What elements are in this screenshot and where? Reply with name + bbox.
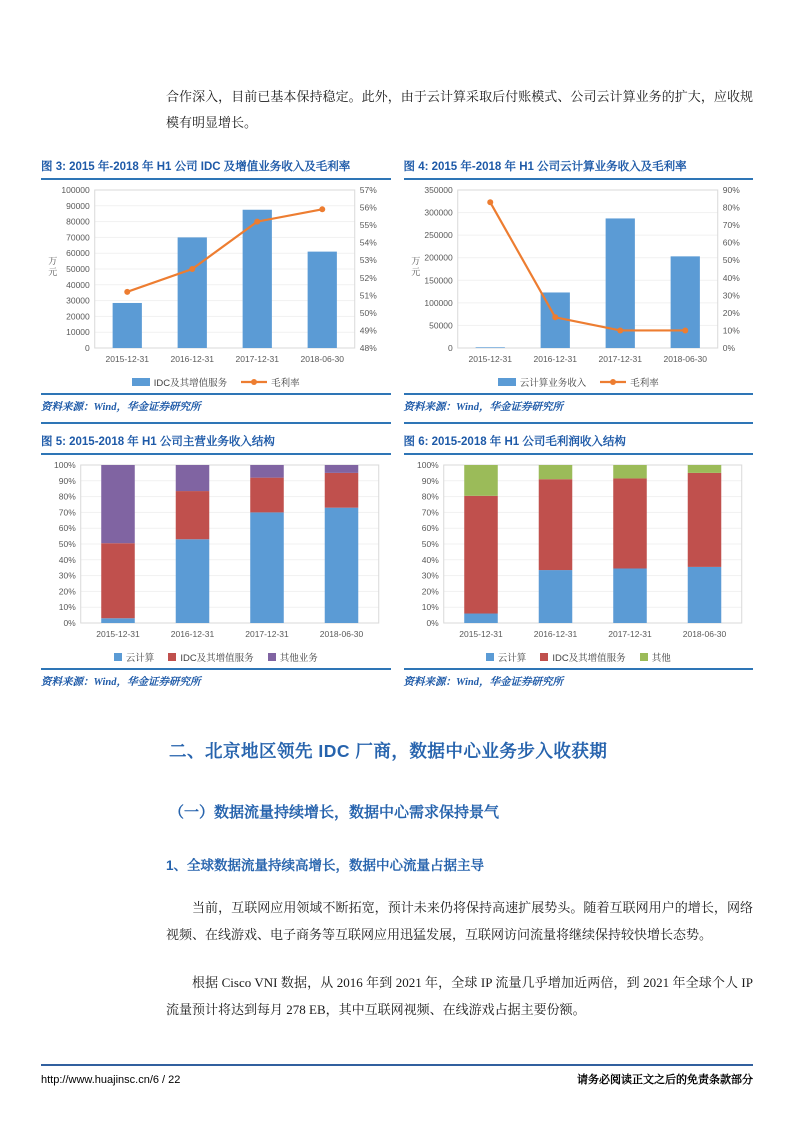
intro-paragraph: 合作深入，目前已基本保持稳定。此外，由于云计算采取后付账模式、公司云计算业务的扩大，应收规模有明显增长。 bbox=[166, 89, 753, 130]
svg-text:2018-06-30: 2018-06-30 bbox=[663, 354, 707, 364]
legend-label: 其他 bbox=[651, 652, 671, 664]
svg-text:2017-12-31: 2017-12-31 bbox=[245, 629, 289, 639]
chart-legend bbox=[404, 374, 754, 389]
svg-text:10%: 10% bbox=[722, 325, 740, 336]
svg-text:60000: 60000 bbox=[66, 248, 90, 259]
figure-6-block bbox=[404, 431, 754, 694]
svg-text:2016-12-31: 2016-12-31 bbox=[533, 629, 577, 639]
chart-legend bbox=[404, 649, 754, 664]
svg-text:50000: 50000 bbox=[66, 264, 90, 274]
square-swatch-icon bbox=[540, 653, 548, 661]
line-swatch-icon bbox=[241, 377, 267, 387]
legend-label: 其他业务 bbox=[279, 652, 318, 664]
subsubsection-heading: 1、全球数据流量持续高增长，数据中心流量占据主导 bbox=[166, 858, 485, 873]
gross-profit-structure-chart bbox=[404, 457, 754, 649]
svg-text:2018-06-30: 2018-06-30 bbox=[319, 629, 364, 639]
bar-swatch-icon bbox=[132, 378, 150, 386]
svg-text:30000: 30000 bbox=[66, 295, 90, 306]
svg-text:100%: 100% bbox=[416, 460, 439, 470]
svg-text:2016-12-31: 2016-12-31 bbox=[170, 354, 214, 364]
svg-text:51%: 51% bbox=[359, 290, 377, 301]
svg-text:2018-06-30: 2018-06-30 bbox=[682, 629, 726, 639]
square-swatch-icon bbox=[114, 653, 122, 661]
page-footer bbox=[41, 1064, 753, 1087]
svg-text:350000: 350000 bbox=[423, 185, 453, 195]
legend-item bbox=[486, 650, 527, 664]
svg-text:100000: 100000 bbox=[423, 297, 453, 308]
figure-4-title: 图 4: 2015 年-2018 年 H1 公司云计算业务收入及毛利率 bbox=[404, 156, 754, 180]
svg-text:60%: 60% bbox=[421, 523, 439, 534]
svg-text:2017-12-31: 2017-12-31 bbox=[598, 354, 642, 364]
legend-label: IDC及其增值服务 bbox=[552, 652, 626, 664]
svg-text:90000: 90000 bbox=[66, 200, 90, 211]
svg-text:0%: 0% bbox=[425, 618, 439, 628]
legend-item bbox=[600, 375, 659, 389]
svg-text:0%: 0% bbox=[722, 343, 735, 353]
svg-text:80%: 80% bbox=[421, 491, 439, 502]
svg-text:万: 万 bbox=[48, 256, 58, 266]
figure-grid bbox=[41, 156, 753, 694]
revenue-structure-chart bbox=[41, 457, 391, 649]
svg-text:70%: 70% bbox=[421, 507, 439, 518]
figure-3-block bbox=[41, 156, 391, 424]
svg-text:80%: 80% bbox=[722, 202, 740, 213]
legend-item bbox=[498, 375, 587, 389]
svg-text:0: 0 bbox=[85, 343, 90, 353]
svg-text:2015-12-31: 2015-12-31 bbox=[468, 354, 512, 364]
cloud-revenue-margin-chart bbox=[404, 182, 754, 374]
svg-text:50%: 50% bbox=[58, 539, 76, 549]
square-swatch-icon bbox=[168, 653, 176, 661]
figure-6-title: 图 6: 2015-2018 年 H1 公司毛利润收入结构 bbox=[404, 431, 754, 455]
legend-label: 毛利率 bbox=[271, 377, 300, 389]
svg-text:100%: 100% bbox=[54, 460, 76, 470]
legend-item bbox=[241, 375, 300, 389]
figure-5-block bbox=[41, 431, 391, 694]
svg-text:万: 万 bbox=[410, 256, 420, 266]
svg-text:70%: 70% bbox=[722, 220, 740, 231]
svg-text:2015-12-31: 2015-12-31 bbox=[96, 629, 140, 639]
svg-text:40%: 40% bbox=[722, 272, 740, 283]
svg-text:50%: 50% bbox=[359, 307, 377, 318]
svg-text:80000: 80000 bbox=[66, 216, 90, 227]
legend-item bbox=[114, 650, 155, 664]
svg-text:49%: 49% bbox=[359, 325, 377, 336]
svg-text:40000: 40000 bbox=[66, 279, 90, 290]
subsection-heading: （一）数据流量持续增长，数据中心需求保持景气 bbox=[169, 804, 500, 821]
svg-text:0%: 0% bbox=[63, 618, 76, 628]
figure-6-source: 资料来源：Wind，华金证券研究所 bbox=[404, 668, 754, 694]
svg-text:2018-06-30: 2018-06-30 bbox=[300, 354, 344, 364]
footer-url[interactable]: http://www.huajinsc.cn/6 / 22 bbox=[41, 1074, 181, 1086]
bar-swatch-icon bbox=[498, 378, 516, 386]
svg-text:20%: 20% bbox=[58, 586, 76, 597]
svg-text:30%: 30% bbox=[421, 570, 439, 581]
svg-text:20000: 20000 bbox=[66, 311, 90, 322]
legend-label: 云计算 bbox=[497, 652, 527, 664]
svg-text:55%: 55% bbox=[359, 220, 377, 231]
legend-item bbox=[168, 650, 253, 664]
figure-3-source: 资料来源：Wind，华金证券研究所 bbox=[41, 393, 391, 419]
figure-5-title: 图 5: 2015-2018 年 H1 公司主营业务收入结构 bbox=[41, 431, 391, 455]
legend-item bbox=[268, 650, 318, 664]
svg-text:80%: 80% bbox=[58, 491, 76, 502]
svg-text:20%: 20% bbox=[722, 307, 740, 318]
legend-item bbox=[640, 650, 671, 664]
svg-text:0: 0 bbox=[447, 343, 453, 353]
figure-4-source: 资料来源：Wind，华金证券研究所 bbox=[404, 393, 754, 419]
svg-text:40%: 40% bbox=[58, 554, 76, 565]
legend-label: IDC及其增值服务 bbox=[153, 377, 228, 389]
figure-5-source: 资料来源：Wind，华金证券研究所 bbox=[41, 668, 391, 694]
svg-text:70000: 70000 bbox=[66, 232, 90, 243]
svg-text:90%: 90% bbox=[58, 475, 76, 486]
svg-text:250000: 250000 bbox=[423, 230, 453, 241]
figure-3-title: 图 3: 2015 年-2018 年 H1 公司 IDC 及增值业务收入及毛利率 bbox=[41, 156, 391, 180]
legend-label: 云计算业务收入 bbox=[519, 377, 587, 389]
svg-text:52%: 52% bbox=[359, 272, 377, 283]
line-swatch-icon bbox=[600, 377, 626, 387]
svg-text:2015-12-31: 2015-12-31 bbox=[458, 629, 503, 639]
svg-text:40%: 40% bbox=[421, 554, 439, 565]
svg-text:30%: 30% bbox=[722, 290, 740, 301]
svg-text:100000: 100000 bbox=[61, 185, 90, 195]
svg-text:200000: 200000 bbox=[423, 252, 453, 263]
body-paragraph-1: 当前，互联网应用领域不断拓宽，预计未来仍将保持高速扩展势头。随着互联网用户的增长，网络视频、在线游戏、电子商务等互联网应用迅猛发展，互联网访问流量将继续保持较快增长态势。 bbox=[166, 900, 753, 943]
legend-item bbox=[540, 650, 625, 664]
svg-text:30%: 30% bbox=[58, 570, 76, 581]
svg-text:2016-12-31: 2016-12-31 bbox=[533, 354, 577, 364]
svg-text:20%: 20% bbox=[421, 586, 439, 597]
svg-text:300000: 300000 bbox=[423, 207, 453, 218]
svg-text:48%: 48% bbox=[359, 343, 377, 353]
square-swatch-icon bbox=[640, 653, 648, 661]
legend-label: IDC及其增值服务 bbox=[180, 652, 254, 664]
svg-text:2016-12-31: 2016-12-31 bbox=[170, 629, 215, 639]
svg-text:10%: 10% bbox=[58, 602, 76, 613]
svg-text:57%: 57% bbox=[359, 185, 377, 195]
idc-revenue-margin-chart bbox=[41, 182, 391, 374]
body-paragraph-2: 根据 Cisco VNI 数据，从 2016 年到 2021 年，全球 IP 流量几乎增加近两倍，到 2021 年全球个人 IP 流量预计将达到每月 278 EB，其中互联网视频、在线游戏占据主要份额。 bbox=[166, 974, 753, 1017]
svg-text:60%: 60% bbox=[722, 237, 740, 248]
svg-text:54%: 54% bbox=[359, 237, 377, 248]
footer-disclaimer: 请务必阅读正文之后的免责条款部分 bbox=[577, 1074, 753, 1086]
svg-text:90%: 90% bbox=[722, 185, 740, 195]
svg-text:元: 元 bbox=[48, 267, 58, 277]
svg-text:60%: 60% bbox=[58, 523, 76, 534]
svg-text:10%: 10% bbox=[421, 602, 439, 613]
svg-text:2017-12-31: 2017-12-31 bbox=[235, 354, 279, 364]
svg-text:2017-12-31: 2017-12-31 bbox=[607, 629, 652, 639]
legend-label: 云计算 bbox=[125, 652, 155, 664]
chart-legend bbox=[41, 374, 391, 389]
square-swatch-icon bbox=[486, 653, 494, 661]
svg-text:50%: 50% bbox=[421, 539, 439, 549]
svg-text:10000: 10000 bbox=[66, 327, 90, 338]
svg-text:50000: 50000 bbox=[428, 320, 453, 331]
svg-text:53%: 53% bbox=[359, 255, 377, 266]
svg-text:150000: 150000 bbox=[423, 275, 453, 286]
svg-text:90%: 90% bbox=[421, 475, 439, 486]
svg-text:70%: 70% bbox=[58, 507, 76, 518]
section-heading: 二、北京地区领先 IDC 厂商，数据中心业务步入收获期 bbox=[169, 741, 608, 761]
chart-legend bbox=[41, 649, 391, 664]
svg-text:50%: 50% bbox=[722, 255, 740, 266]
legend-label: 毛利率 bbox=[630, 377, 659, 389]
svg-text:元: 元 bbox=[410, 267, 420, 277]
svg-text:2015-12-31: 2015-12-31 bbox=[105, 354, 149, 364]
figure-4-block bbox=[404, 156, 754, 424]
legend-item bbox=[132, 375, 227, 389]
square-swatch-icon bbox=[268, 653, 276, 661]
svg-text:56%: 56% bbox=[359, 202, 377, 213]
